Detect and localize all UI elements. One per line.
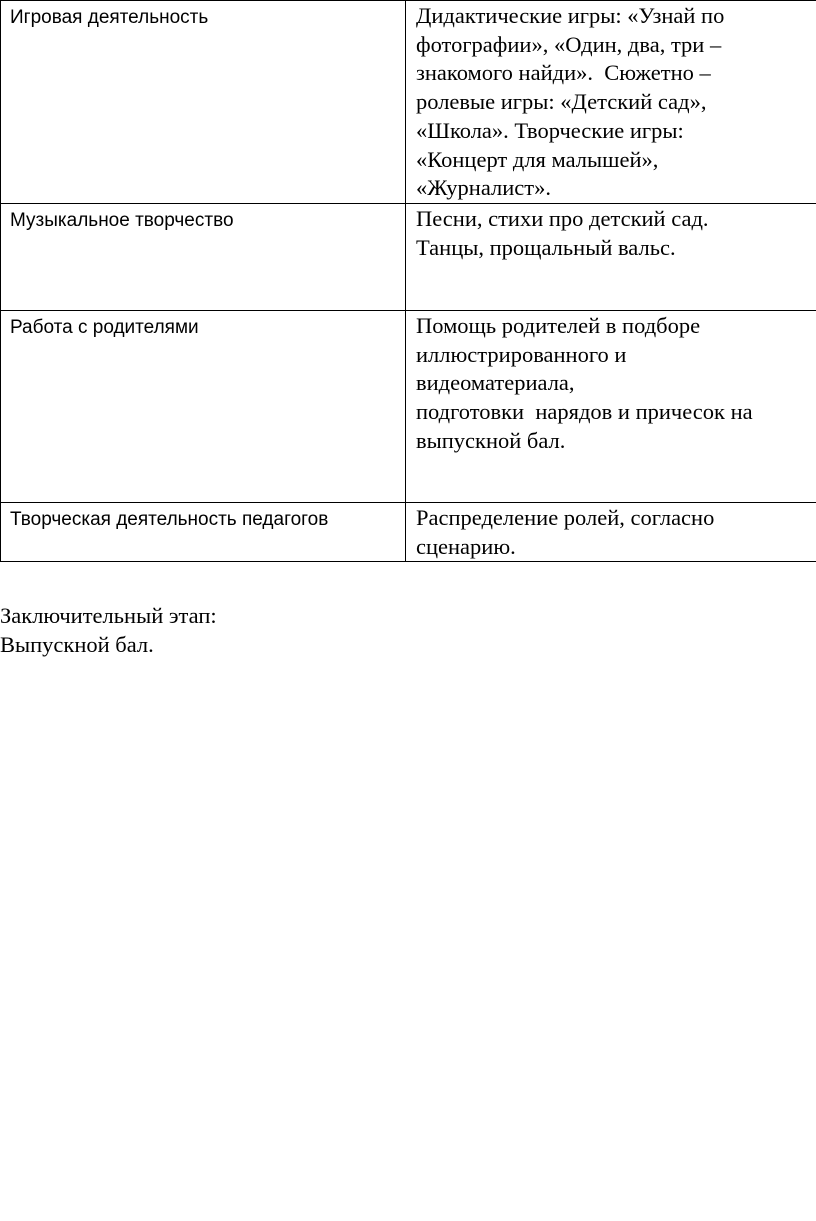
activity-label: Музыкальное творчество: [10, 209, 234, 231]
content-line: ролевые игры: «Детский сад»,: [416, 89, 707, 115]
content-line: «Школа». Творческие игры:: [416, 117, 684, 143]
activity-cell: [1, 203, 406, 310]
table-row: [1, 1, 816, 204]
content-line: Дидактические игры: «Узнай по: [416, 3, 725, 28]
content-line: сценарию.: [416, 533, 516, 559]
content-line: видеоматериала,: [416, 370, 575, 396]
final-stage-text: Выпускной бал.: [0, 632, 154, 657]
activities-table: [0, 0, 816, 562]
content-cell: [406, 203, 816, 310]
content-line: Распределение ролей, согласно: [416, 504, 715, 530]
content-cell: [406, 502, 816, 561]
activity-cell: [1, 502, 406, 561]
content-cell: [406, 310, 816, 502]
table-row: [1, 502, 816, 561]
content-line: Помощь родителей в подборе: [416, 312, 701, 338]
activity-label: Творческая деятельность педагогов: [10, 508, 329, 530]
table-row: [1, 203, 816, 310]
content-line: фотографии», «Один, два, три –: [416, 31, 722, 57]
activity-label: Работа с родителями: [10, 316, 199, 338]
activity-cell: [1, 1, 406, 204]
content-line: «Концерт для малышей»,: [416, 146, 659, 172]
content-line: подготовки нарядов и причесок на: [416, 399, 753, 425]
content-line: знакомого найди». Сюжетно –: [416, 60, 711, 86]
final-stage-heading: Заключительный этап:: [0, 603, 217, 628]
content-line: Песни, стихи про детский сад.: [416, 205, 709, 231]
content-line: Танцы, прощальный вальс.: [416, 234, 676, 260]
content-cell: [406, 1, 816, 204]
content-line: «Журналист».: [416, 175, 551, 201]
final-stage-section: [0, 601, 217, 659]
activity-label: Игровая деятельность: [10, 7, 209, 28]
activity-cell: [1, 310, 406, 502]
content-line: выпускной бал.: [416, 427, 566, 453]
table-row: [1, 310, 816, 502]
content-line: иллюстрированного и: [416, 341, 627, 367]
